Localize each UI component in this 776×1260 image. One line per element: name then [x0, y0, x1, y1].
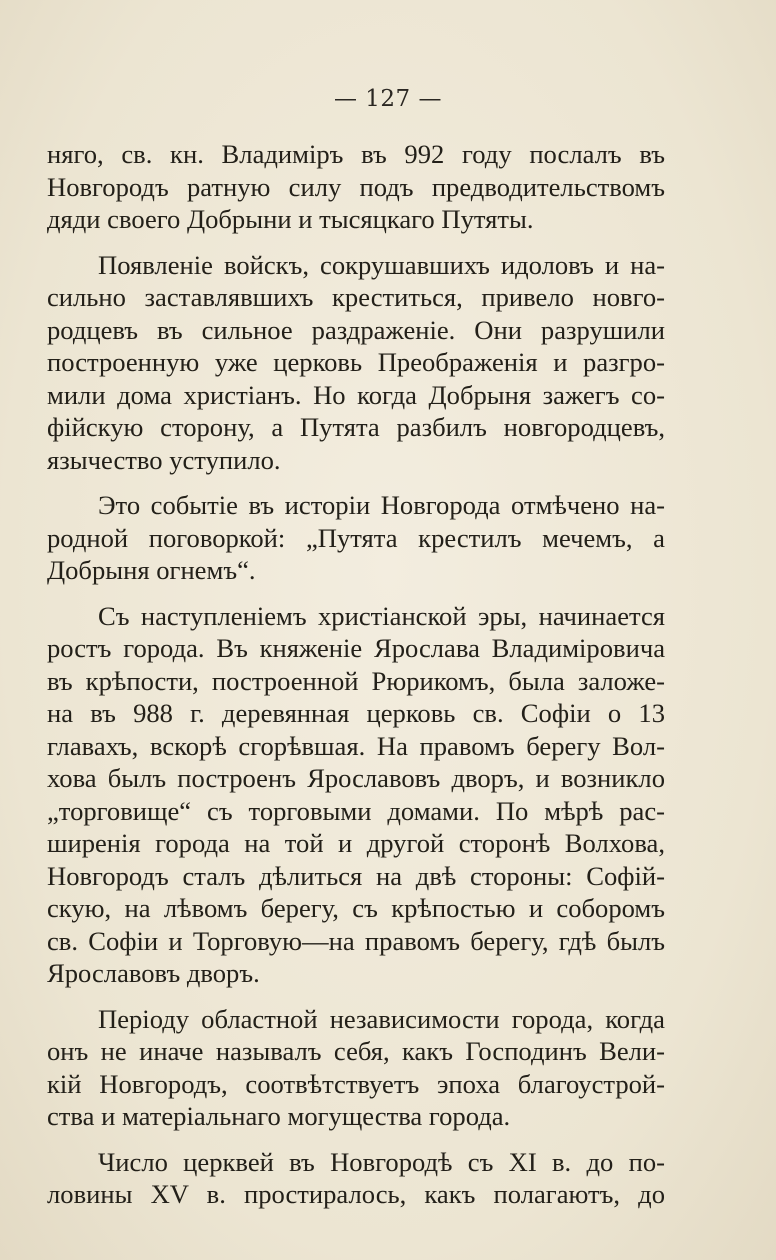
paragraph-gap [47, 1133, 665, 1146]
paragraph [47, 489, 665, 587]
paragraph-gap [47, 587, 665, 600]
paragraph-gap [47, 990, 665, 1003]
text-line: ширенія города на той и другой сторонѣ Волхова, [47, 828, 665, 858]
page-number: — 127 — [333, 86, 443, 112]
text-line: Число церквей въ Новгородѣ съ XI в. до по- [98, 1146, 665, 1177]
text-line: родной поговоркой: „Путята крестилъ мечемъ, а [47, 522, 665, 553]
text-line: Появленіе войскъ, сокрушавшихъ идоловъ и на- [98, 249, 665, 280]
text-line: хова былъ построенъ Ярославовъ дворъ, и возникло [47, 763, 665, 793]
text-line: кій Новгородъ, соотвѣтствуетъ эпоха благоустрой- [47, 1068, 665, 1099]
paragraph-gap [47, 476, 665, 489]
text-line: Періоду областной независимости города, когда [98, 1003, 665, 1034]
text-line: на въ 988 г. деревянная церковь св. Софіи о 13 [47, 698, 665, 728]
text-line: фійскую сторону, а Путята разбилъ новгородцевъ, [47, 412, 665, 442]
text-line: сильно заставлявшихъ креститься, привело новго- [47, 282, 665, 312]
text-line: „торговище“ съ торговыми домами. По мѣрѣ рас- [47, 795, 665, 826]
text-line: язычество уступило. [47, 444, 281, 475]
text-line: скую, на лѣвомъ берегу, съ крѣпостью и соборомъ [47, 893, 665, 923]
paragraph [47, 138, 665, 236]
paragraph [47, 1146, 665, 1211]
paragraph [47, 600, 665, 990]
text-line: въ крѣпости, построенной Рюрикомъ, была заложе- [47, 665, 665, 696]
text-line: св. Софіи и Торговую—на правомъ берегу, гдѣ былъ [47, 925, 665, 956]
text-line: главахъ, вскорѣ сгорѣвшая. На правомъ берегу Вол- [47, 730, 665, 761]
text-line: няго, св. кн. Владиміръ въ 992 году послалъ въ [47, 139, 665, 169]
text-line: мили дома христіанъ. Но когда Добрыня зажегъ со- [47, 379, 665, 410]
text-line: онъ не иначе называлъ себя, какъ Господинъ Вели- [47, 1036, 665, 1066]
paragraph [47, 1003, 665, 1133]
text-line: Добрыня огнемъ“. [47, 555, 256, 585]
text-line: Новгородъ сталъ дѣлиться на двѣ стороны: Софій- [47, 860, 665, 891]
text-line: построенную уже церковь Преображенія и разгро- [47, 347, 665, 377]
paragraph [47, 249, 665, 477]
text-line: Это событіе въ исторіи Новгорода отмѣчено на- [98, 490, 665, 520]
text-line: Новгородъ ратную силу подъ предводительствомъ [47, 171, 665, 202]
paragraph-gap [47, 236, 665, 249]
text-line: ловины XV в. простиралось, какъ полагаютъ, до [47, 1179, 665, 1209]
text-line: ства и матеріальнаго могущества города. [47, 1101, 511, 1131]
text-line: дяди своего Добрыни и тысяцкаго Путяты. [47, 204, 534, 234]
text-line: Ярославовъ дворъ. [47, 958, 260, 988]
text-line: Съ наступленіемъ христіанской эры, начинается [98, 600, 665, 631]
text-line: ростъ города. Въ княженіе Ярослава Владиміровича [47, 633, 665, 663]
text-line: родцевъ въ сильное раздраженіе. Они разрушили [47, 314, 665, 345]
body-text [47, 138, 665, 1211]
